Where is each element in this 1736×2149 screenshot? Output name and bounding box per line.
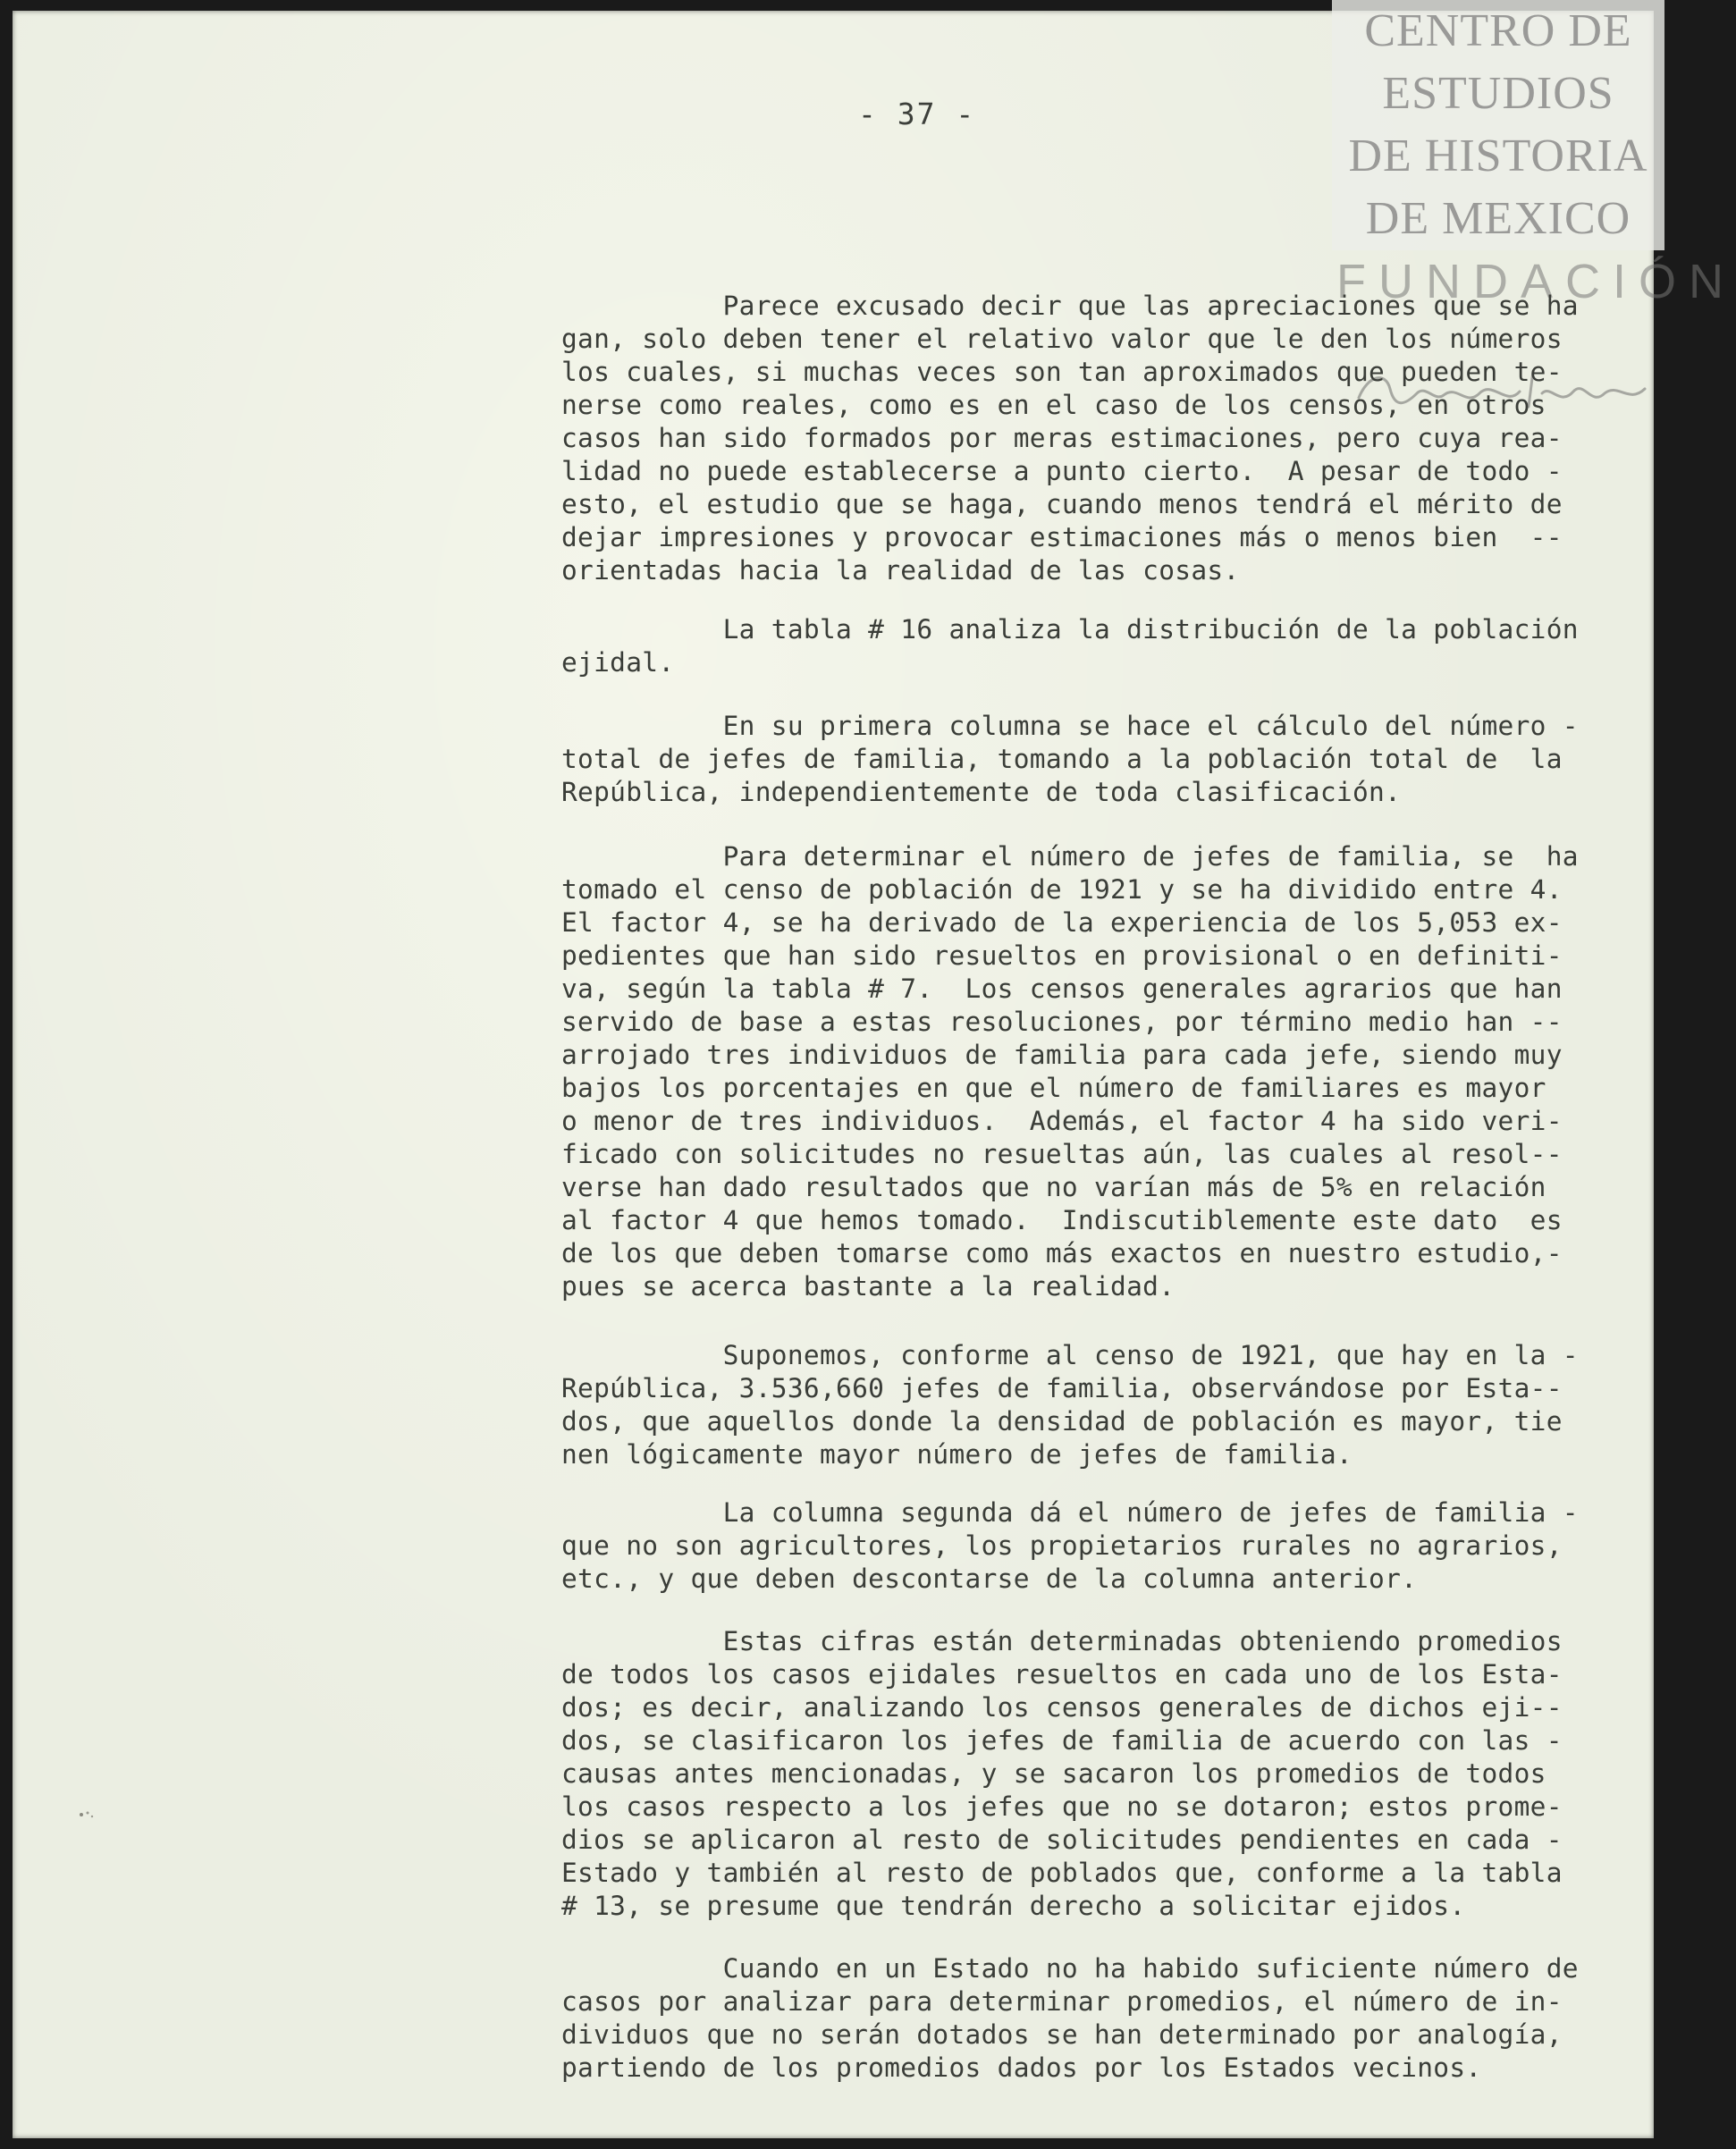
text-line: causas antes mencionadas, y se sacaron los promedios de todos: [561, 1758, 1546, 1789]
text-line: dos, se clasificaron los jefes de familia de acuerdo con las -: [561, 1725, 1563, 1756]
text-line: Estas cifras están determinadas obteniendo promedios: [561, 1626, 1563, 1656]
paragraph: [561, 613, 1598, 679]
paragraph: [561, 1952, 1598, 2085]
text-line: va, según la tabla # 7. Los censos generales agrarios que han: [561, 973, 1563, 1004]
text-line: etc., y que deben descontarse de la columna anterior.: [561, 1563, 1418, 1594]
text-line: que no son agricultores, los propietarios rurales no agrarios,: [561, 1530, 1563, 1561]
text-line: # 13, se presume que tendrán derecho a solicitar ejidos.: [561, 1891, 1466, 1921]
text-line: El factor 4, se ha derivado de la experiencia de los 5,053 ex-: [561, 907, 1563, 938]
text-line: orientadas hacia la realidad de las cosas.: [561, 555, 1240, 586]
watermark-line-3: DE HISTORIA: [1348, 131, 1648, 181]
text-line: dos, que aquellos donde la densidad de población es mayor, tie: [561, 1406, 1563, 1437]
text-line: gan, solo deben tener el relativo valor que le den los números: [561, 324, 1563, 354]
paragraph: [561, 290, 1598, 587]
text-line: partiendo de los promedios dados por los Estados vecinos.: [561, 2052, 1482, 2083]
text-line: verse han dado resultados que no varían más de 5% en relación: [561, 1172, 1546, 1202]
text-line: lidad no puede establecerse a punto cierto. A pesar de todo -: [561, 456, 1563, 486]
text-line: dejar impresiones y provocar estimaciones más o menos bien --: [561, 522, 1563, 552]
text-line: casos por analizar para determinar promedios, el número de in-: [561, 1986, 1563, 2017]
text-line: pedientes que han sido resueltos en provisional o en definiti-: [561, 940, 1563, 971]
text-line: Estado y también al resto de poblados que, conforme a la tabla: [561, 1858, 1563, 1888]
page-number: - 37 -: [858, 97, 976, 131]
text-line: Cuando en un Estado no ha habido suficiente número de: [561, 1953, 1579, 1984]
text-line: Suponemos, conforme al censo de 1921, que hay en la -: [561, 1340, 1579, 1370]
text-line: República, 3.536,660 jefes de familia, observándose por Esta--: [561, 1373, 1563, 1403]
text-line: La columna segunda dá el número de jefes de familia -: [561, 1497, 1579, 1528]
text-line: los cuales, si muchas veces son tan aproximados que pueden te-: [561, 357, 1563, 387]
paragraph: [561, 1625, 1598, 1923]
text-line: nen lógicamente mayor número de jefes de familia.: [561, 1439, 1353, 1470]
text-line: los casos respecto a los jefes que no se dotaron; estos prome-: [561, 1791, 1563, 1822]
paragraph: [561, 710, 1598, 809]
text-line: ficado con solicitudes no resueltas aún, las cuales al resol--: [561, 1139, 1563, 1169]
text-line: pues se acerca bastante a la realidad.: [561, 1271, 1176, 1302]
text-line: La tabla # 16 analiza la distribución de la población: [561, 614, 1579, 645]
archive-watermark: [1332, 0, 1664, 250]
text-line: dios se aplicaron al resto de solicitudes pendientes en cada -: [561, 1825, 1563, 1855]
text-line: Parece excusado decir que las apreciaciones que se ha: [561, 291, 1579, 321]
text-line: Para determinar el número de jefes de familia, se ha: [561, 841, 1579, 872]
text-line: nerse como reales, como es en el caso de los censos, en otros: [561, 390, 1546, 420]
text-line: tomado el censo de población de 1921 y se ha dividido entre 4.: [561, 874, 1563, 905]
watermark-line-1: CENTRO DE: [1364, 5, 1632, 56]
text-line: al factor 4 que hemos tomado. Indiscutiblemente este dato es: [561, 1205, 1563, 1235]
text-line: República, independientemente de toda clasificación.: [561, 777, 1402, 807]
text-line: casos han sido formados por meras estimaciones, pero cuya rea-: [561, 423, 1563, 453]
text-line: dos; es decir, analizando los censos generales de dichos eji--: [561, 1692, 1563, 1723]
text-line: bajos los porcentajes en que el número de familiares es mayor: [561, 1073, 1546, 1103]
text-line: arrojado tres individuos de familia para cada jefe, siendo muy: [561, 1040, 1563, 1070]
watermark-line-4: DE MEXICO: [1365, 193, 1631, 244]
text-line: dividuos que no serán dotados se han determinado por analogía,: [561, 2019, 1563, 2050]
paragraph: [561, 1339, 1598, 1471]
text-line: ejidal.: [561, 647, 675, 678]
watermark-line-2: ESTUDIOS: [1382, 68, 1614, 119]
text-line: En su primera columna se hace el cálculo del número -: [561, 711, 1579, 741]
watermark-fundacion: FUNDACIÓN: [1336, 255, 1736, 308]
text-line: esto, el estudio que se haga, cuando menos tendrá el mérito de: [561, 489, 1563, 519]
text-line: total de jefes de familia, tomando a la población total de la: [561, 744, 1563, 774]
paper-speck: [77, 1809, 97, 1820]
text-line: de todos los casos ejidales resueltos en cada uno de los Esta-: [561, 1659, 1563, 1690]
text-line: de los que deben tomarse como más exactos en nuestro estudio,-: [561, 1238, 1563, 1268]
text-line: servido de base a estas resoluciones, por término medio han --: [561, 1007, 1563, 1037]
paragraph: [561, 1496, 1598, 1596]
text-line: o menor de tres individuos. Además, el factor 4 ha sido veri-: [561, 1106, 1563, 1136]
paragraph: [561, 840, 1598, 1303]
